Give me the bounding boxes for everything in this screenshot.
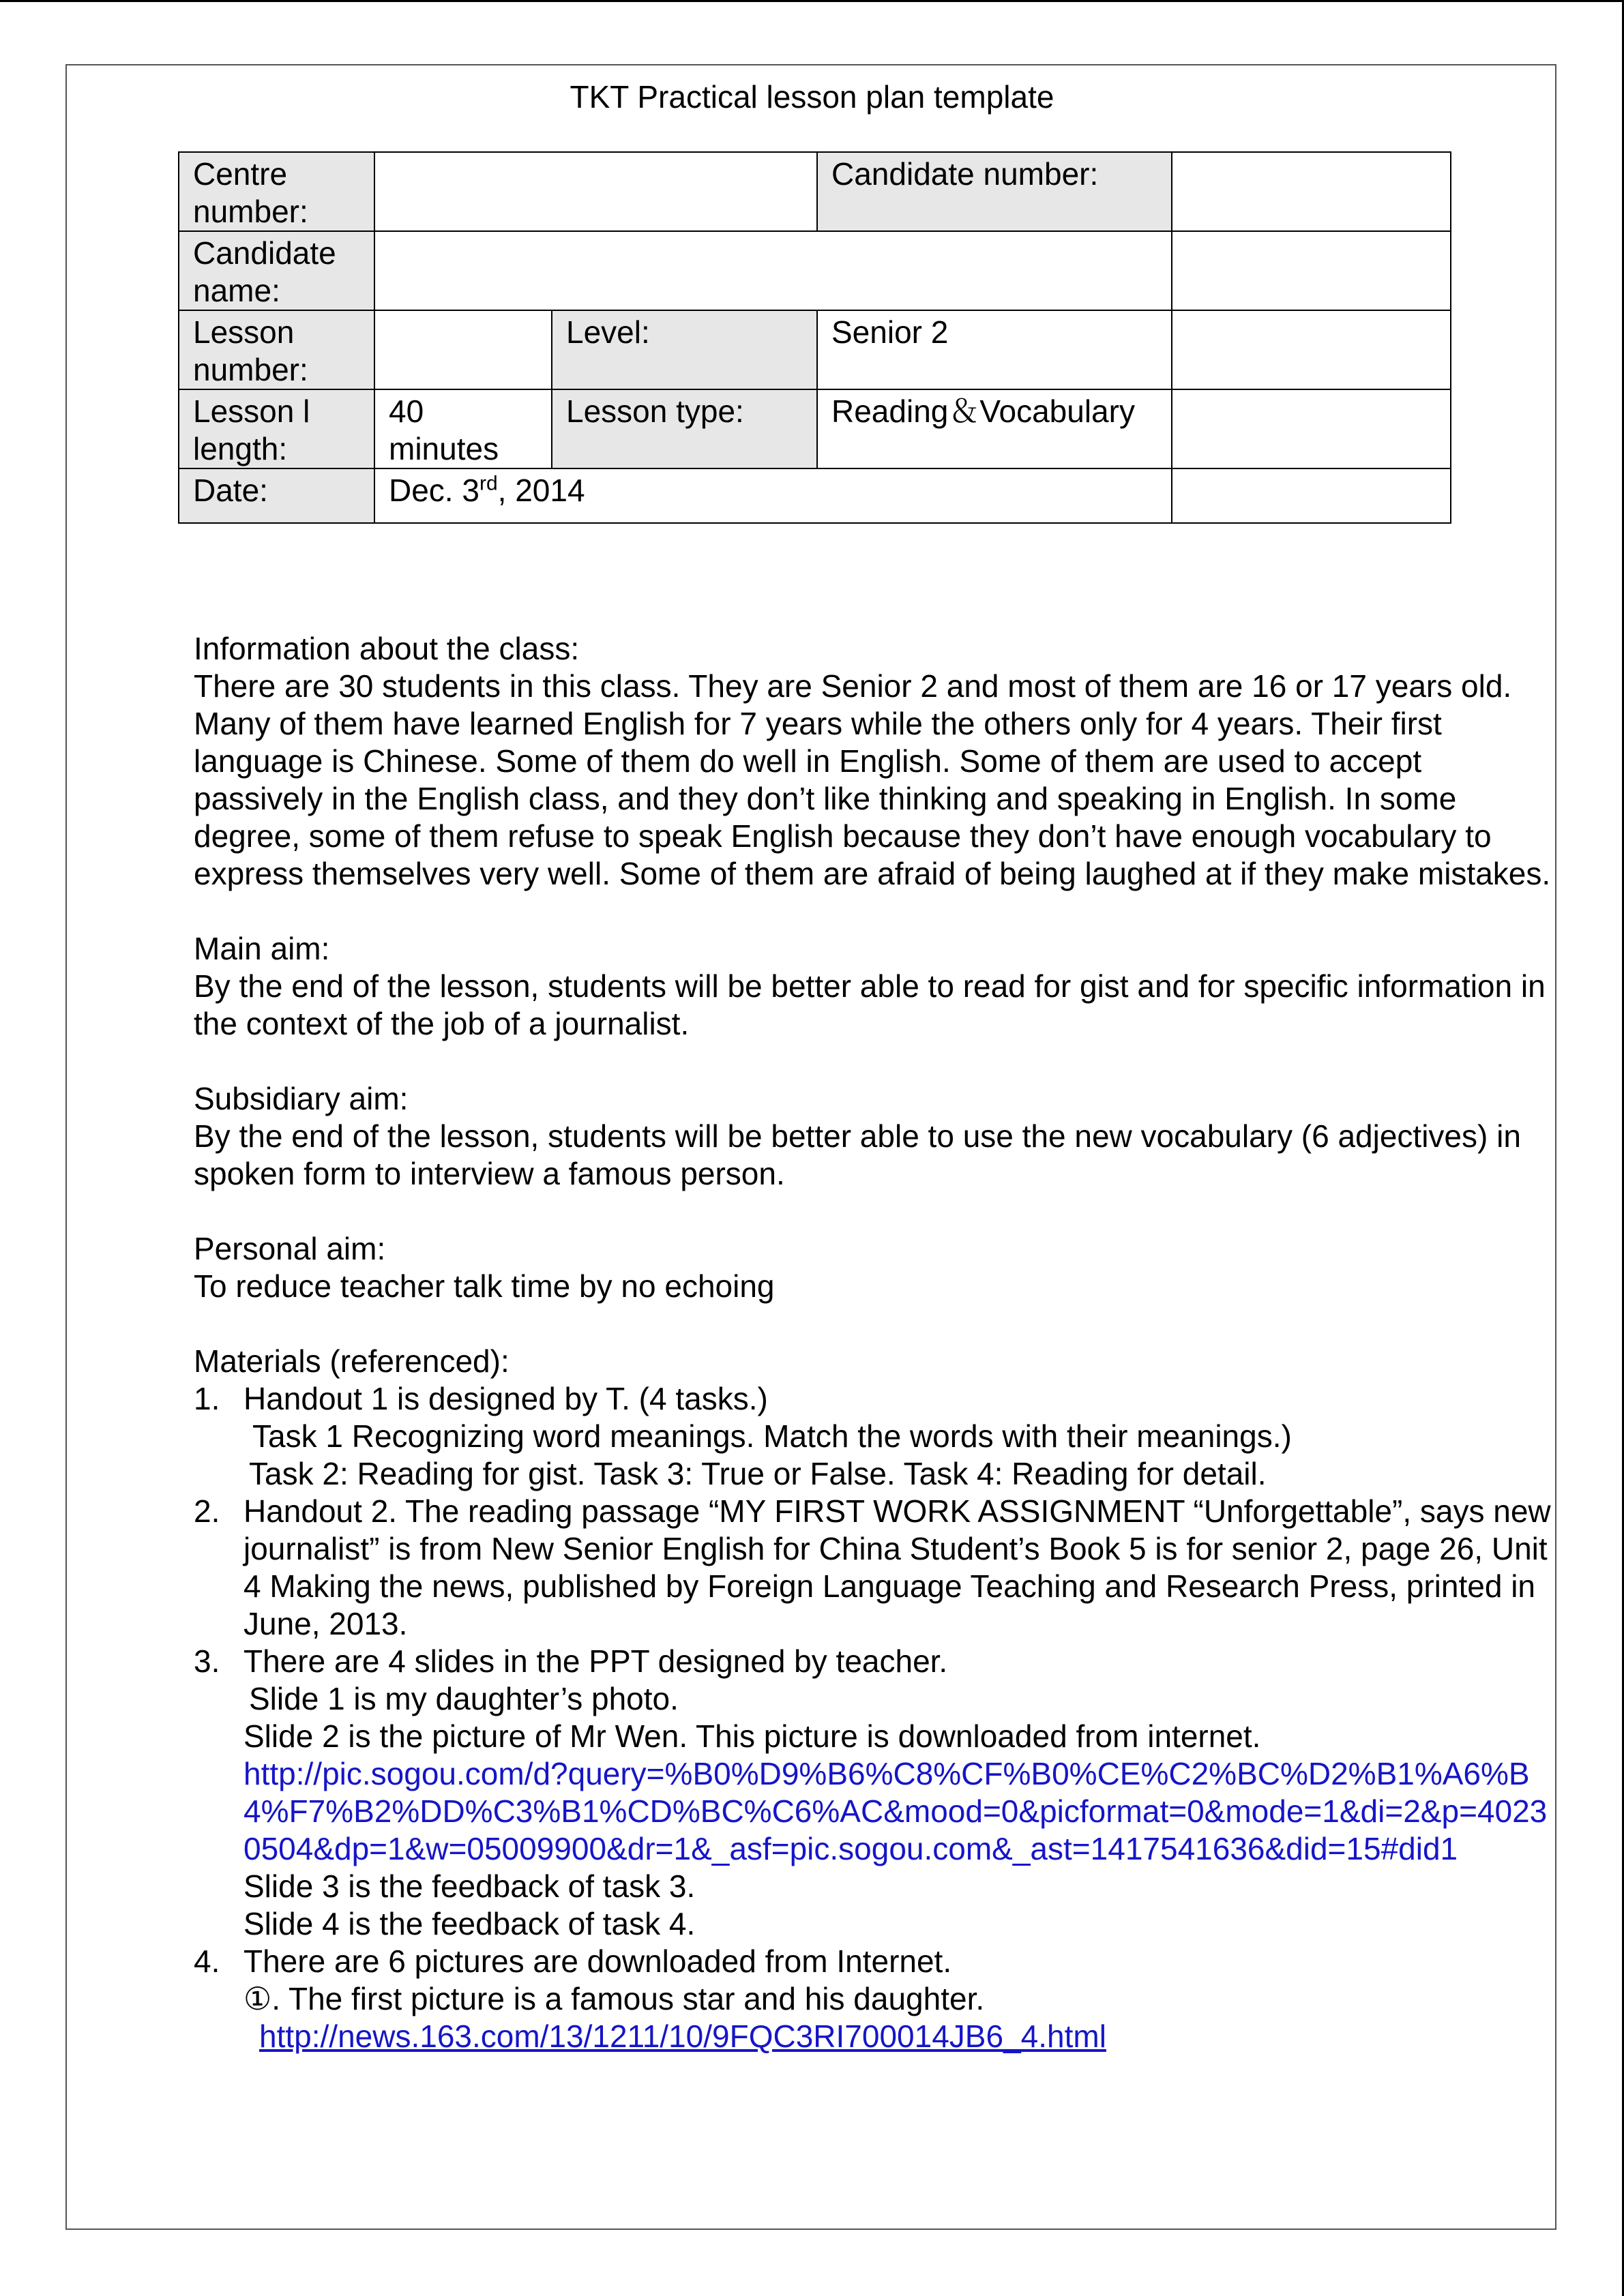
picture-1-line: ①. The first picture is a famous star and his daughter. (243, 1981, 985, 2016)
task-1-line: Task 1 Recognizing word meanings. Match the words with their meanings.) (252, 1418, 1292, 1454)
list-number: 3. (194, 1643, 220, 1679)
subsidiary-aim-text: By the end of the lesson, students will be better able to use the new vocabulary (6 adjectives) in spoken form to interview a famous person. (194, 1118, 1521, 1191)
date-day: Dec. 3 (389, 473, 479, 508)
slide-2-line: Slide 2 is the picture of Mr Wen. This picture is downloaded from internet. (243, 1718, 1261, 1754)
lesson-length-value: 40 minutes (374, 389, 552, 468)
lesson-type-value: Reading＆Vocabulary (817, 389, 1172, 468)
table-row (179, 389, 1451, 468)
candidate-name-value (374, 231, 1172, 310)
candidate-number-value (1172, 152, 1451, 231)
class-info-text: There are 30 students in this class. They are Senior 2 and most of them are 16 or 17 years old. Many of them have learned English for 7 years while the others only for 4 years. Their first language is Chinese. Some of them do well in English. Some of them are used to accept passively in the English class, and they don’t like thinking and speaking in English. In some degree, some of them refuse to speak English because they don’t have enough vocabulary to express themselves very well. Some of them are afraid of being laughed at if they make mistakes. (194, 668, 1551, 891)
list-number: 2. (194, 1493, 220, 1529)
lesson-type-extra (1172, 389, 1451, 468)
material-handout-1: Handout 1 is designed by T. (4 tasks.) (243, 1381, 768, 1416)
candidate-name-label: Candidate name: (179, 231, 374, 310)
centre-number-label: Centre number: (179, 152, 374, 231)
top-border-line (0, 0, 1624, 2)
centre-number-value (374, 152, 817, 231)
slide-4-line: Slide 4 is the feedback of task 4. (243, 1906, 696, 1941)
sogou-picture-link[interactable]: http://pic.sogou.com/d?query=%B0%D9%B6%C8%CF%B0%CE%C2%BC%D2%B1%A6%B4%F7%B2%DD%C3%B1%CD%BC%C6%AC&mood=0&picformat=0&mode=1&di=2&p=40230504&dp=1&w=05009900&dr=1&_asf=pic.sogou.com&_ast=1417541636&did=15#did1 (243, 1756, 1548, 1866)
material-pictures: There are 6 pictures are downloaded from Internet. (243, 1943, 952, 1979)
material-handout-2: Handout 2. The reading passage “MY FIRST WORK ASSIGNMENT “Unforgettable”, says new journalist” is from New Senior English for China Student’s Book 5 is for senior 2, page 26, Unit 4 Making the news, published by Foreign Language Teaching and Research Press, printed in June, 2013. (243, 1493, 1551, 1641)
table-row (179, 310, 1451, 389)
list-item (194, 1493, 1558, 1643)
slide-1-line: Slide 1 is my daughter’s photo. (249, 1681, 679, 1716)
date-label: Date: (179, 468, 374, 523)
class-info-heading: Information about the class: (194, 631, 580, 666)
materials-heading: Materials (referenced): (194, 1343, 510, 1379)
page-title: TKT Practical lesson plan template (570, 79, 1054, 115)
lesson-info-table (178, 151, 1451, 524)
date-suffix: rd (479, 472, 498, 495)
table-row (179, 152, 1451, 231)
level-extra (1172, 310, 1451, 389)
candidate-name-extra (1172, 231, 1451, 310)
slide-3-line: Slide 3 is the feedback of task 3. (243, 1868, 696, 1904)
table-row (179, 231, 1451, 310)
subsidiary-aim-heading: Subsidiary aim: (194, 1081, 409, 1116)
news-163-link[interactable]: http://news.163.com/13/1211/10/9FQC3RI700014JB6_4.html (259, 2018, 1106, 2054)
table-row (179, 468, 1451, 523)
date-year: , 2014 (497, 473, 585, 508)
date-value (374, 468, 1172, 523)
list-number: 1. (194, 1381, 220, 1416)
list-item (194, 1380, 1558, 1493)
level-label: Level: (552, 310, 817, 389)
lesson-length-label: Lesson l length: (179, 389, 374, 468)
main-aim-text: By the end of the lesson, students will be better able to read for gist and for specific information in the context of the job of a journalist. (194, 968, 1546, 1041)
candidate-number-label: Candidate number: (817, 152, 1172, 231)
personal-aim-heading: Personal aim: (194, 1231, 386, 1266)
material-ppt-slides: There are 4 slides in the PPT designed by teacher. (243, 1643, 948, 1679)
lesson-number-label: Lesson number: (179, 310, 374, 389)
list-item (194, 1943, 1558, 2055)
list-number: 4. (194, 1943, 220, 1979)
main-aim-heading: Main aim: (194, 931, 330, 966)
task-2-4-line: Task 2: Reading for gist. Task 3: True or False. Task 4: Reading for detail. (249, 1456, 1267, 1491)
lesson-type-label: Lesson type: (552, 389, 817, 468)
lesson-plan-body (194, 630, 1558, 2055)
level-value: Senior 2 (817, 310, 1172, 389)
lesson-number-value (374, 310, 552, 389)
list-item (194, 1643, 1558, 1943)
date-extra (1172, 468, 1451, 523)
personal-aim-text: To reduce teacher talk time by no echoing (194, 1268, 775, 1304)
